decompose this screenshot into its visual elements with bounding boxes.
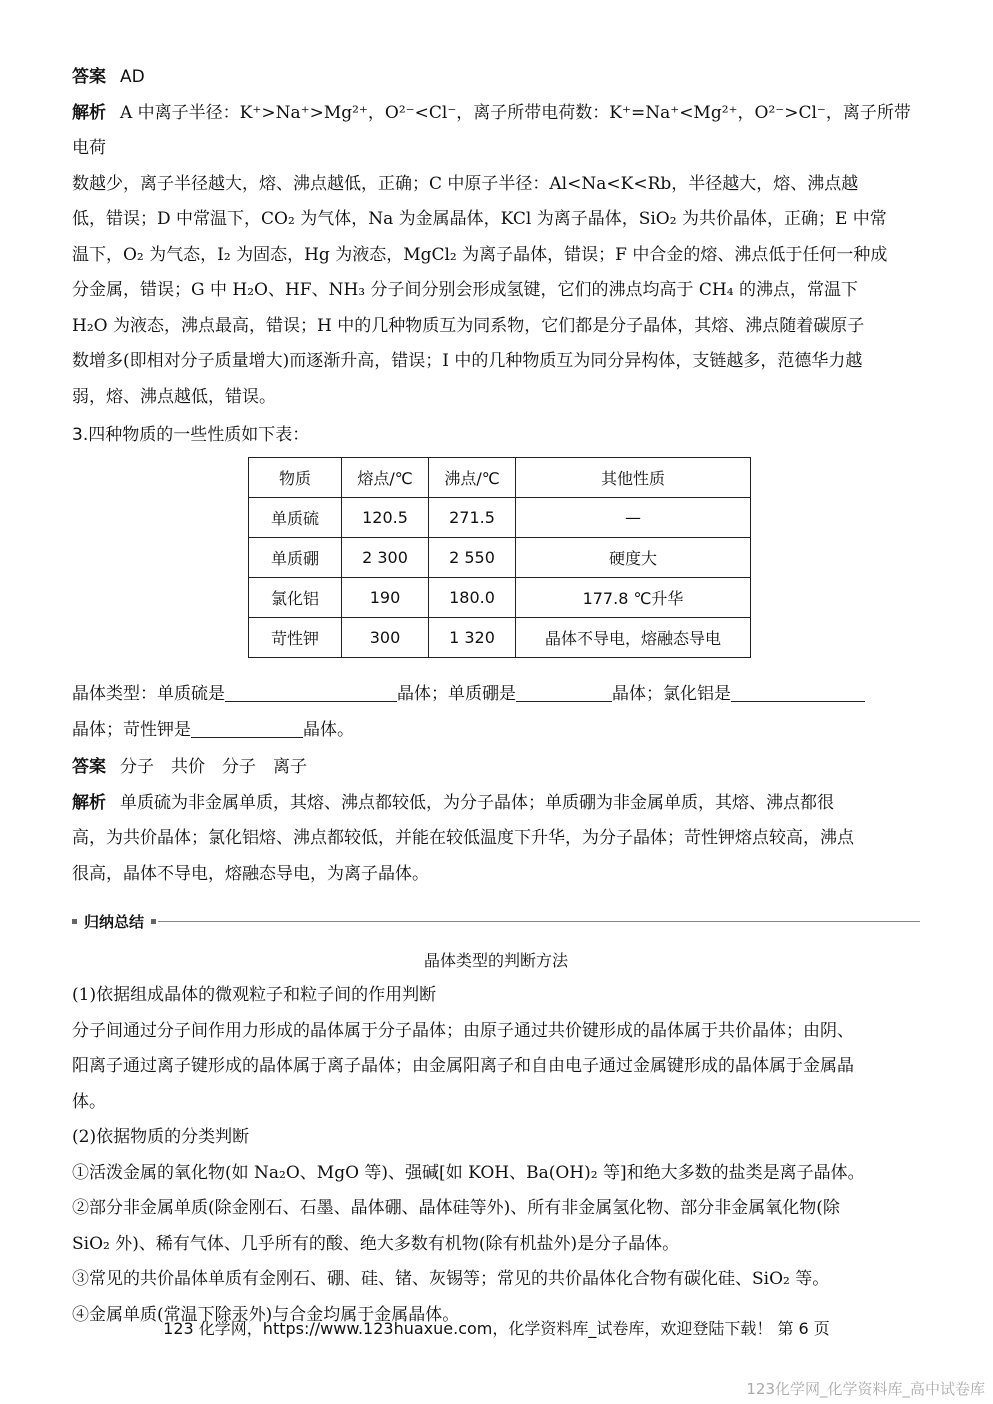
properties-table	[248, 457, 751, 658]
answer-line	[72, 60, 920, 96]
analysis-block	[72, 96, 920, 416]
table-cell: 晶体不导电，熔融态导电	[516, 618, 751, 658]
document-body	[72, 60, 920, 1333]
summary-line: ④金属单质(常温下除汞外)与合金均属于金属晶体。	[72, 1304, 460, 1325]
analysis-line: H₂O 为液态，沸点最高，错误；H 中的几种物质互为同系物，它们都是分子晶体，其熔、沸点随着碳原子	[72, 315, 865, 336]
answer-line	[72, 750, 920, 786]
fill-text: 晶体类型：单质硫是	[72, 684, 225, 704]
question-stem: 3.四种物质的一些性质如下表：	[72, 425, 310, 445]
answer-value: AD	[120, 67, 145, 87]
table-row	[249, 618, 751, 658]
table-cell: 300	[342, 618, 429, 658]
fill-line	[72, 712, 920, 748]
square-bullet-icon	[151, 919, 156, 924]
table-header: 熔点/℃	[342, 458, 429, 498]
table-header: 沸点/℃	[429, 458, 516, 498]
table-header-row	[249, 458, 751, 498]
analysis-block	[72, 786, 920, 893]
analysis-line: 高，为共价晶体；氯化铝熔、沸点都较低，并能在较低温度下升华，为分子晶体；苛性钾熔点较高，沸点	[72, 828, 854, 848]
summary-line: ②部分非金属单质(除金刚石、石墨、晶体硼、晶体硅等外)、所有非金属氢化物、部分非金属氧化物(除	[72, 1198, 840, 1218]
table-cell: 180.0	[429, 578, 516, 618]
table-cell: 氯化铝	[249, 578, 342, 618]
table-cell: 硬度大	[516, 538, 751, 578]
table-cell: 单质硫	[249, 498, 342, 538]
table-cell: 苛性钾	[249, 618, 342, 658]
summary-body	[72, 978, 920, 1333]
summary-line: ①活泼金属的氧化物(如 Na₂O、MgO 等)、强碱[如 KOH、Ba(OH)₂ 等]和绝大多数的盐类是离子晶体。	[72, 1162, 865, 1183]
table-header: 其他性质	[516, 458, 751, 498]
summary-line: 体。	[72, 1091, 106, 1112]
answer-label: 答案	[72, 67, 106, 87]
square-bullet-icon	[72, 919, 77, 924]
table-cell: 1 320	[429, 618, 516, 658]
answer-blank[interactable]	[225, 683, 397, 702]
answer-value: 分子 共价 分子 离子	[120, 757, 307, 777]
analysis-line: 温下，O₂ 为气态，I₂ 为固态，Hg 为液态，MgCl₂ 为离子晶体，错误；F 中合金的熔、沸点低于任何一种成	[72, 244, 888, 265]
analysis-label: 解析	[72, 102, 106, 123]
answer-blank[interactable]	[731, 683, 865, 702]
summary-line: 阳离子通过离子键形成的晶体属于离子晶体；由金属阳离子和自由电子通过金属键形成的晶体属于金属晶	[72, 1056, 854, 1076]
analysis-line: 数增多(即相对分子质量增大)而逐渐升高，错误；I 中的几种物质互为同分异构体，支链越多，范德华力越	[72, 351, 863, 371]
table-cell: 2 300	[342, 538, 429, 578]
analysis-text: A 中离子半径：K⁺>Na⁺>Mg²⁺，O²⁻<Cl⁻，离子所带电荷数：K⁺=Na⁺<Mg²⁺，O²⁻>Cl⁻，离子所带电荷	[72, 102, 911, 158]
summary-header	[72, 908, 920, 934]
analysis-line	[72, 786, 920, 822]
fill-text: 晶体；单质硼是	[397, 684, 516, 704]
answer-label: 答案	[72, 757, 106, 777]
summary-line: ③常见的共价晶体单质有金刚石、硼、硅、锗、灰锡等；常见的共价晶体化合物有碳化硅、SiO₂ 等。	[72, 1269, 830, 1289]
analysis-text: 单质硫为非金属单质，其熔、沸点都较低，为分子晶体；单质硼为非金属单质，其熔、沸点都很	[120, 792, 834, 813]
table-cell: 单质硼	[249, 538, 342, 578]
table-header: 物质	[249, 458, 342, 498]
summary-line: (2)依据物质的分类判断	[72, 1127, 250, 1147]
analysis-line: 低，错误；D 中常温下，CO₂ 为气体，Na 为金属晶体，KCl 为离子晶体，SiO₂ 为共价晶体，正确；E 中常	[72, 209, 887, 229]
fill-text: 晶体；氯化铝是	[612, 684, 731, 704]
watermark: 123化学网_化学资料库_高中试卷库	[746, 1380, 985, 1398]
analysis-line	[72, 96, 920, 167]
analysis-label: 解析	[72, 792, 106, 813]
summary-section-title: 归纳总结	[84, 912, 145, 931]
analysis-line: 数越少，离子半径越大，熔、沸点越低，正确；C 中原子半径：Al<Na<K<Rb，半径越大，熔、沸点越	[72, 173, 859, 194]
fill-line	[72, 676, 920, 712]
table-cell: 190	[342, 578, 429, 618]
summary-line: (1)依据组成晶体的微观粒子和粒子间的作用判断	[72, 985, 437, 1005]
table-row	[249, 538, 751, 578]
page-footer: 123 化学网，https://www.123huaxue.com，化学资料库_试卷库，欢迎登陆下载！ 第 6 页	[163, 1319, 830, 1338]
fill-text: 晶体。	[303, 720, 354, 740]
table-cell: —	[516, 498, 751, 538]
table-cell: 2 550	[429, 538, 516, 578]
table-row	[249, 578, 751, 618]
summary-line: 分子间通过分子间作用力形成的晶体属于分子晶体；由原子通过共价键形成的晶体属于共价晶体；由阴、	[72, 1020, 854, 1041]
table-cell: 271.5	[429, 498, 516, 538]
analysis-line: 很高，晶体不导电，熔融态导电，为离子晶体。	[72, 863, 429, 884]
summary-title: 晶体类型的判断方法	[423, 951, 568, 970]
fill-text: 晶体；苛性钾是	[72, 720, 191, 740]
table-cell: 120.5	[342, 498, 429, 538]
table-row	[249, 498, 751, 538]
answer-blank[interactable]	[191, 719, 303, 738]
analysis-line: 分金属，错误；G 中 H₂O、HF、NH₃ 分子间分别会形成氢键，它们的沸点均高于 CH₄ 的沸点，常温下	[72, 280, 858, 300]
divider	[158, 921, 920, 922]
analysis-line: 弱，熔、沸点越低，错误。	[72, 386, 276, 407]
table-cell: 177.8 ℃升华	[516, 578, 751, 618]
summary-line: SiO₂ 外)、稀有气体、几乎所有的酸、绝大多数有机物(除有机盐外)是分子晶体。	[72, 1233, 680, 1254]
answer-blank[interactable]	[516, 683, 612, 702]
fill-in-blanks	[72, 676, 920, 748]
